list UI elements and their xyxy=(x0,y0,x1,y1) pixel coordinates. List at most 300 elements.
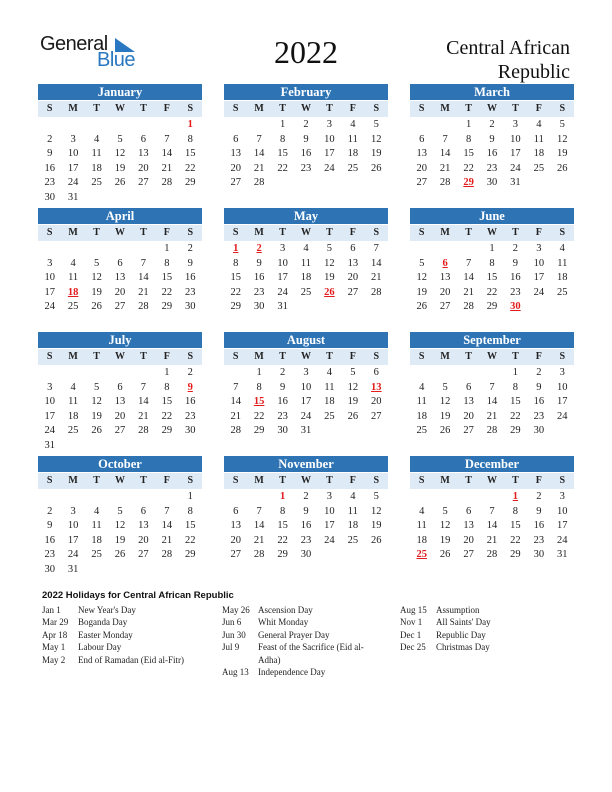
date-cell: 22 xyxy=(510,534,521,546)
date-cell: 31 xyxy=(510,177,521,189)
date-cell: 1 xyxy=(512,367,519,378)
date-cell: 23 xyxy=(300,162,312,174)
weekday-header-row xyxy=(410,101,574,117)
date-cell: 31 xyxy=(277,301,288,313)
date-cell: 16 xyxy=(44,534,55,546)
weekday-label: T xyxy=(465,103,472,114)
weekday-label: S xyxy=(187,103,194,114)
date-cell: 3 xyxy=(303,367,309,378)
date-cell: 23 xyxy=(510,286,521,298)
date-cell: 20 xyxy=(347,272,359,284)
date-cell: 15 xyxy=(161,396,173,408)
weekday-label: T xyxy=(93,103,100,114)
empty-cell xyxy=(247,118,270,133)
weekday-label: T xyxy=(465,475,472,486)
weekday-label: M xyxy=(254,475,264,486)
date-cell: 27 xyxy=(416,177,427,189)
date-cell: 20 xyxy=(371,396,382,408)
date-cell: 26 xyxy=(439,425,451,437)
date-cell: 17 xyxy=(324,520,335,532)
empty-cell xyxy=(132,490,155,505)
date-grid xyxy=(38,490,202,578)
date-cell: 18 xyxy=(416,534,427,546)
date-cell: 10 xyxy=(67,148,79,160)
date-cell: 12 xyxy=(114,520,126,532)
date-cell: 25 xyxy=(324,410,335,422)
weekday-label: W xyxy=(486,475,497,486)
weekday-label: S xyxy=(232,351,239,362)
month-header: April xyxy=(38,208,202,224)
month-june xyxy=(410,208,574,315)
date-cell: 22 xyxy=(161,410,173,422)
date-cell: 18 xyxy=(91,534,102,546)
logo-general-text: General xyxy=(40,33,108,55)
date-cell: 18 xyxy=(324,396,335,408)
date-cell: 14 xyxy=(463,272,474,284)
date-cell: 27 xyxy=(138,549,149,561)
date-cell: 18 xyxy=(347,520,359,532)
empty-cell xyxy=(410,118,433,133)
date-cell: 19 xyxy=(114,534,126,546)
holiday-list-item xyxy=(222,666,382,678)
date-cell: 9 xyxy=(279,381,286,393)
weekday-label: T xyxy=(512,103,519,114)
date-cell: 14 xyxy=(138,396,149,408)
holiday-date-cell: 1 xyxy=(279,491,286,502)
date-cell: 14 xyxy=(138,272,149,284)
date-cell: 6 xyxy=(465,381,472,393)
date-cell: 13 xyxy=(463,396,474,408)
month-july xyxy=(38,332,202,454)
holiday-date: May 1 xyxy=(42,642,66,653)
date-cell: 12 xyxy=(439,520,451,532)
holiday-name: All Saints' Day xyxy=(436,617,491,628)
date-cell: 7 xyxy=(489,505,495,517)
date-cell: 28 xyxy=(486,425,498,437)
weekday-label: S xyxy=(559,103,566,114)
date-cell: 2 xyxy=(47,505,53,517)
date-cell: 3 xyxy=(559,367,565,378)
date-cell: 11 xyxy=(68,396,79,408)
holiday-name: Ascension Day xyxy=(258,605,313,615)
date-cell: 23 xyxy=(300,534,312,546)
date-cell: 27 xyxy=(463,549,474,561)
date-cell: 6 xyxy=(140,505,147,517)
date-grid xyxy=(224,490,388,563)
date-cell: 2 xyxy=(279,367,286,378)
date-cell: 6 xyxy=(233,505,239,517)
holiday-list-item xyxy=(400,629,560,641)
date-cell: 19 xyxy=(371,520,382,532)
date-cell: 10 xyxy=(44,396,55,408)
date-cell: 8 xyxy=(279,133,286,145)
date-cell: 20 xyxy=(230,534,241,546)
date-cell: 31 xyxy=(44,439,55,451)
date-cell: 13 xyxy=(114,396,126,408)
date-cell: 16 xyxy=(185,272,196,284)
weekday-label: M xyxy=(254,351,264,362)
date-cell: 21 xyxy=(138,286,149,298)
holiday-date-cell: 2 xyxy=(256,243,262,254)
date-cell: 25 xyxy=(347,534,359,546)
date-cell: 20 xyxy=(463,534,474,546)
date-cell: 27 xyxy=(230,549,241,561)
date-cell: 27 xyxy=(371,410,382,422)
date-cell: 5 xyxy=(117,505,123,517)
weekday-label: W xyxy=(114,227,125,238)
date-cell: 4 xyxy=(303,243,309,254)
date-cell: 3 xyxy=(326,119,333,130)
date-cell: 4 xyxy=(419,505,425,517)
date-cell: 11 xyxy=(300,257,312,269)
date-cell: 29 xyxy=(486,301,498,313)
holiday-date: Aug 13 xyxy=(222,667,249,678)
holiday-date: Jan 1 xyxy=(42,605,61,615)
weekday-label: S xyxy=(187,475,194,486)
date-cell: 24 xyxy=(44,301,55,313)
empty-cell xyxy=(224,490,247,505)
date-cell: 16 xyxy=(486,148,498,160)
date-cell: 5 xyxy=(559,119,565,130)
month-header: March xyxy=(410,84,574,100)
date-cell: 22 xyxy=(277,162,288,174)
date-cell: 29 xyxy=(230,301,241,313)
date-cell: 21 xyxy=(138,410,149,422)
date-cell: 23 xyxy=(44,549,55,561)
date-cell: 19 xyxy=(439,534,451,546)
date-cell: 22 xyxy=(510,410,521,422)
date-cell: 12 xyxy=(91,272,102,284)
date-cell: 8 xyxy=(233,257,239,269)
empty-cell xyxy=(480,490,503,505)
date-cell: 20 xyxy=(114,286,126,298)
date-cell: 16 xyxy=(185,396,196,408)
empty-cell xyxy=(61,366,84,381)
holiday-date: Dec 25 xyxy=(400,642,426,653)
weekday-header-row xyxy=(410,349,574,365)
date-cell: 29 xyxy=(161,301,173,313)
weekday-label: T xyxy=(326,475,333,486)
holiday-date: Apr 18 xyxy=(42,629,68,640)
month-header: December xyxy=(410,456,574,472)
weekday-header-row xyxy=(224,473,388,489)
date-cell: 15 xyxy=(230,272,241,284)
date-cell: 3 xyxy=(47,257,53,269)
holiday-list-item xyxy=(222,604,382,616)
weekday-label: T xyxy=(93,351,100,362)
month-february xyxy=(224,84,388,191)
month-header: October xyxy=(38,456,202,472)
date-cell: 4 xyxy=(93,133,100,145)
date-cell: 20 xyxy=(230,162,241,174)
date-cell: 25 xyxy=(91,549,102,561)
date-cell: 22 xyxy=(486,286,498,298)
date-cell: 27 xyxy=(230,177,241,189)
date-cell: 3 xyxy=(70,505,76,517)
logo xyxy=(40,33,150,73)
empty-cell xyxy=(433,118,456,133)
date-grid xyxy=(224,118,388,191)
holiday-date-cell: 30 xyxy=(510,301,521,313)
date-grid xyxy=(38,118,202,206)
date-cell: 5 xyxy=(442,381,448,393)
weekday-header-row xyxy=(38,225,202,241)
weekday-header-row xyxy=(38,101,202,117)
holiday-date: Dec 1 xyxy=(400,629,422,640)
month-april xyxy=(38,208,202,315)
date-cell: 7 xyxy=(164,505,170,517)
date-cell: 9 xyxy=(536,505,542,517)
holiday-list-col-1 xyxy=(42,604,212,666)
date-cell: 26 xyxy=(347,410,359,422)
weekday-label: F xyxy=(349,227,356,238)
date-cell: 18 xyxy=(91,162,102,174)
date-cell: 2 xyxy=(536,491,542,502)
date-cell: 23 xyxy=(44,177,55,189)
holiday-date: Nov 1 xyxy=(400,617,423,628)
date-cell: 6 xyxy=(233,133,239,145)
holiday-name: Feast of the Sacrifice (Eid al-Adha) xyxy=(258,642,364,665)
date-cell: 30 xyxy=(533,549,545,561)
date-cell: 28 xyxy=(161,549,173,561)
holidays-title: 2022 Holidays for Central African Republic xyxy=(42,590,234,601)
holiday-date: Mar 29 xyxy=(42,617,69,628)
date-cell: 13 xyxy=(463,520,474,532)
weekday-label: T xyxy=(279,227,286,238)
date-cell: 26 xyxy=(91,301,102,313)
date-cell: 25 xyxy=(557,286,568,298)
date-cell: 26 xyxy=(371,534,382,546)
weekday-label: T xyxy=(140,227,147,238)
weekday-label: M xyxy=(440,227,450,238)
month-march xyxy=(410,84,574,191)
date-cell: 26 xyxy=(557,162,568,174)
date-cell: 14 xyxy=(253,148,265,160)
month-header: May xyxy=(224,208,388,224)
date-cell: 13 xyxy=(416,148,427,160)
date-cell: 15 xyxy=(185,520,196,532)
date-cell: 23 xyxy=(486,162,498,174)
date-cell: 21 xyxy=(486,534,498,546)
date-cell: 8 xyxy=(256,381,262,393)
date-cell: 21 xyxy=(486,410,498,422)
date-cell: 15 xyxy=(510,520,521,532)
date-cell: 7 xyxy=(256,133,262,145)
holiday-list-item xyxy=(42,604,212,616)
weekday-label: M xyxy=(68,103,78,114)
weekday-label: F xyxy=(535,475,542,486)
date-cell: 19 xyxy=(114,162,126,174)
empty-cell xyxy=(155,118,178,133)
date-cell: 2 xyxy=(303,491,309,502)
date-cell: 5 xyxy=(442,505,448,517)
empty-cell xyxy=(38,242,61,257)
date-cell: 2 xyxy=(512,243,519,254)
holiday-name: Republic Day xyxy=(436,629,486,640)
logo-blue-text: Blue xyxy=(97,49,136,71)
date-cell: 24 xyxy=(300,410,312,422)
date-cell: 17 xyxy=(67,534,79,546)
date-cell: 29 xyxy=(185,177,196,189)
weekday-label: T xyxy=(279,103,286,114)
date-cell: 20 xyxy=(439,286,451,298)
holiday-date: Jun 6 xyxy=(222,617,242,628)
date-cell: 10 xyxy=(557,381,568,393)
holiday-list-item xyxy=(222,641,382,666)
holiday-date-cell: 1 xyxy=(187,119,193,130)
date-cell: 12 xyxy=(91,396,102,408)
date-cell: 29 xyxy=(253,425,265,437)
weekday-label: M xyxy=(440,351,450,362)
weekday-label: W xyxy=(300,351,311,362)
date-cell: 27 xyxy=(138,177,149,189)
empty-cell xyxy=(108,366,131,381)
date-cell: 13 xyxy=(138,148,149,160)
holiday-date-cell: 13 xyxy=(371,381,382,393)
empty-cell xyxy=(108,490,131,505)
date-grid xyxy=(410,118,574,191)
weekday-label: S xyxy=(418,475,425,486)
month-header: June xyxy=(410,208,574,224)
weekday-label: M xyxy=(68,351,78,362)
holiday-list-item xyxy=(42,616,212,628)
date-cell: 28 xyxy=(138,425,149,437)
date-cell: 3 xyxy=(70,133,76,145)
month-october xyxy=(38,456,202,578)
weekday-label: F xyxy=(163,351,170,362)
weekday-label: W xyxy=(114,103,125,114)
date-cell: 14 xyxy=(486,520,498,532)
weekday-label: T xyxy=(512,351,519,362)
date-cell: 14 xyxy=(161,520,173,532)
date-cell: 20 xyxy=(114,410,126,422)
date-cell: 1 xyxy=(187,491,193,502)
date-cell: 21 xyxy=(463,286,474,298)
empty-cell xyxy=(457,490,480,505)
date-cell: 25 xyxy=(533,162,545,174)
date-cell: 6 xyxy=(117,381,123,393)
weekday-label: M xyxy=(440,475,450,486)
date-cell: 20 xyxy=(138,534,149,546)
date-cell: 31 xyxy=(300,425,312,437)
date-cell: 30 xyxy=(253,301,265,313)
date-cell: 27 xyxy=(114,301,126,313)
holiday-name: Easter Monday xyxy=(78,629,133,640)
weekday-label: W xyxy=(114,351,125,362)
holiday-date-cell: 29 xyxy=(463,177,474,189)
date-cell: 12 xyxy=(416,272,427,284)
holiday-name: New Year's Day xyxy=(78,605,136,615)
date-cell: 8 xyxy=(164,381,170,393)
date-cell: 7 xyxy=(164,133,170,145)
date-cell: 1 xyxy=(256,367,262,378)
date-cell: 5 xyxy=(117,133,123,145)
empty-cell xyxy=(85,242,108,257)
weekday-label: T xyxy=(140,103,147,114)
weekday-label: T xyxy=(512,475,519,486)
date-cell: 15 xyxy=(185,148,196,160)
holiday-list-item xyxy=(42,654,212,666)
date-cell: 10 xyxy=(300,381,312,393)
date-cell: 10 xyxy=(277,257,288,269)
date-cell: 6 xyxy=(419,133,425,145)
date-cell: 13 xyxy=(230,520,241,532)
date-cell: 15 xyxy=(463,148,474,160)
holiday-list-item xyxy=(222,616,382,628)
date-cell: 9 xyxy=(47,148,53,160)
weekday-header-row xyxy=(224,225,388,241)
month-header: November xyxy=(224,456,388,472)
date-cell: 21 xyxy=(371,272,382,284)
date-cell: 1 xyxy=(164,243,170,254)
date-cell: 6 xyxy=(117,257,123,269)
empty-cell xyxy=(108,242,131,257)
date-cell: 18 xyxy=(300,272,312,284)
date-cell: 22 xyxy=(253,410,265,422)
date-cell: 18 xyxy=(347,148,359,160)
date-cell: 3 xyxy=(326,491,333,502)
date-cell: 5 xyxy=(350,367,356,378)
date-cell: 12 xyxy=(557,133,568,145)
date-cell: 28 xyxy=(230,425,241,437)
date-cell: 26 xyxy=(114,549,126,561)
date-cell: 6 xyxy=(465,505,472,517)
date-cell: 12 xyxy=(439,396,451,408)
month-may xyxy=(224,208,388,315)
date-cell: 13 xyxy=(230,148,241,160)
date-grid xyxy=(410,242,574,315)
holiday-list-item xyxy=(400,604,560,616)
date-cell: 11 xyxy=(91,520,102,532)
date-cell: 11 xyxy=(416,396,427,408)
date-cell: 14 xyxy=(161,148,173,160)
date-cell: 8 xyxy=(512,381,519,393)
weekday-label: F xyxy=(535,103,542,114)
date-cell: 9 xyxy=(303,133,309,145)
date-cell: 8 xyxy=(512,505,519,517)
date-cell: 22 xyxy=(161,286,173,298)
date-cell: 24 xyxy=(557,410,568,422)
date-cell: 10 xyxy=(67,520,79,532)
date-cell: 30 xyxy=(277,425,288,437)
date-cell: 19 xyxy=(439,410,451,422)
date-cell: 12 xyxy=(347,381,359,393)
empty-cell xyxy=(433,490,456,505)
date-cell: 26 xyxy=(114,177,126,189)
empty-cell xyxy=(108,118,131,133)
holiday-list-col-3 xyxy=(400,604,560,654)
date-cell: 11 xyxy=(347,133,358,145)
page-title-year: 2022 xyxy=(274,34,338,70)
date-cell: 15 xyxy=(277,148,288,160)
empty-cell xyxy=(132,118,155,133)
weekday-label: S xyxy=(559,351,566,362)
weekday-label: F xyxy=(535,227,542,238)
empty-cell xyxy=(38,366,61,381)
holiday-name: Labour Day xyxy=(78,642,122,653)
date-cell: 4 xyxy=(350,119,356,130)
empty-cell xyxy=(61,118,84,133)
date-cell: 24 xyxy=(277,286,288,298)
date-cell: 3 xyxy=(536,243,542,254)
holiday-list-item xyxy=(42,641,212,653)
date-cell: 10 xyxy=(557,505,568,517)
date-cell: 5 xyxy=(373,491,379,502)
holiday-date: Jun 30 xyxy=(222,629,246,640)
empty-cell xyxy=(433,366,456,381)
date-cell: 24 xyxy=(44,425,55,437)
date-cell: 22 xyxy=(230,286,241,298)
